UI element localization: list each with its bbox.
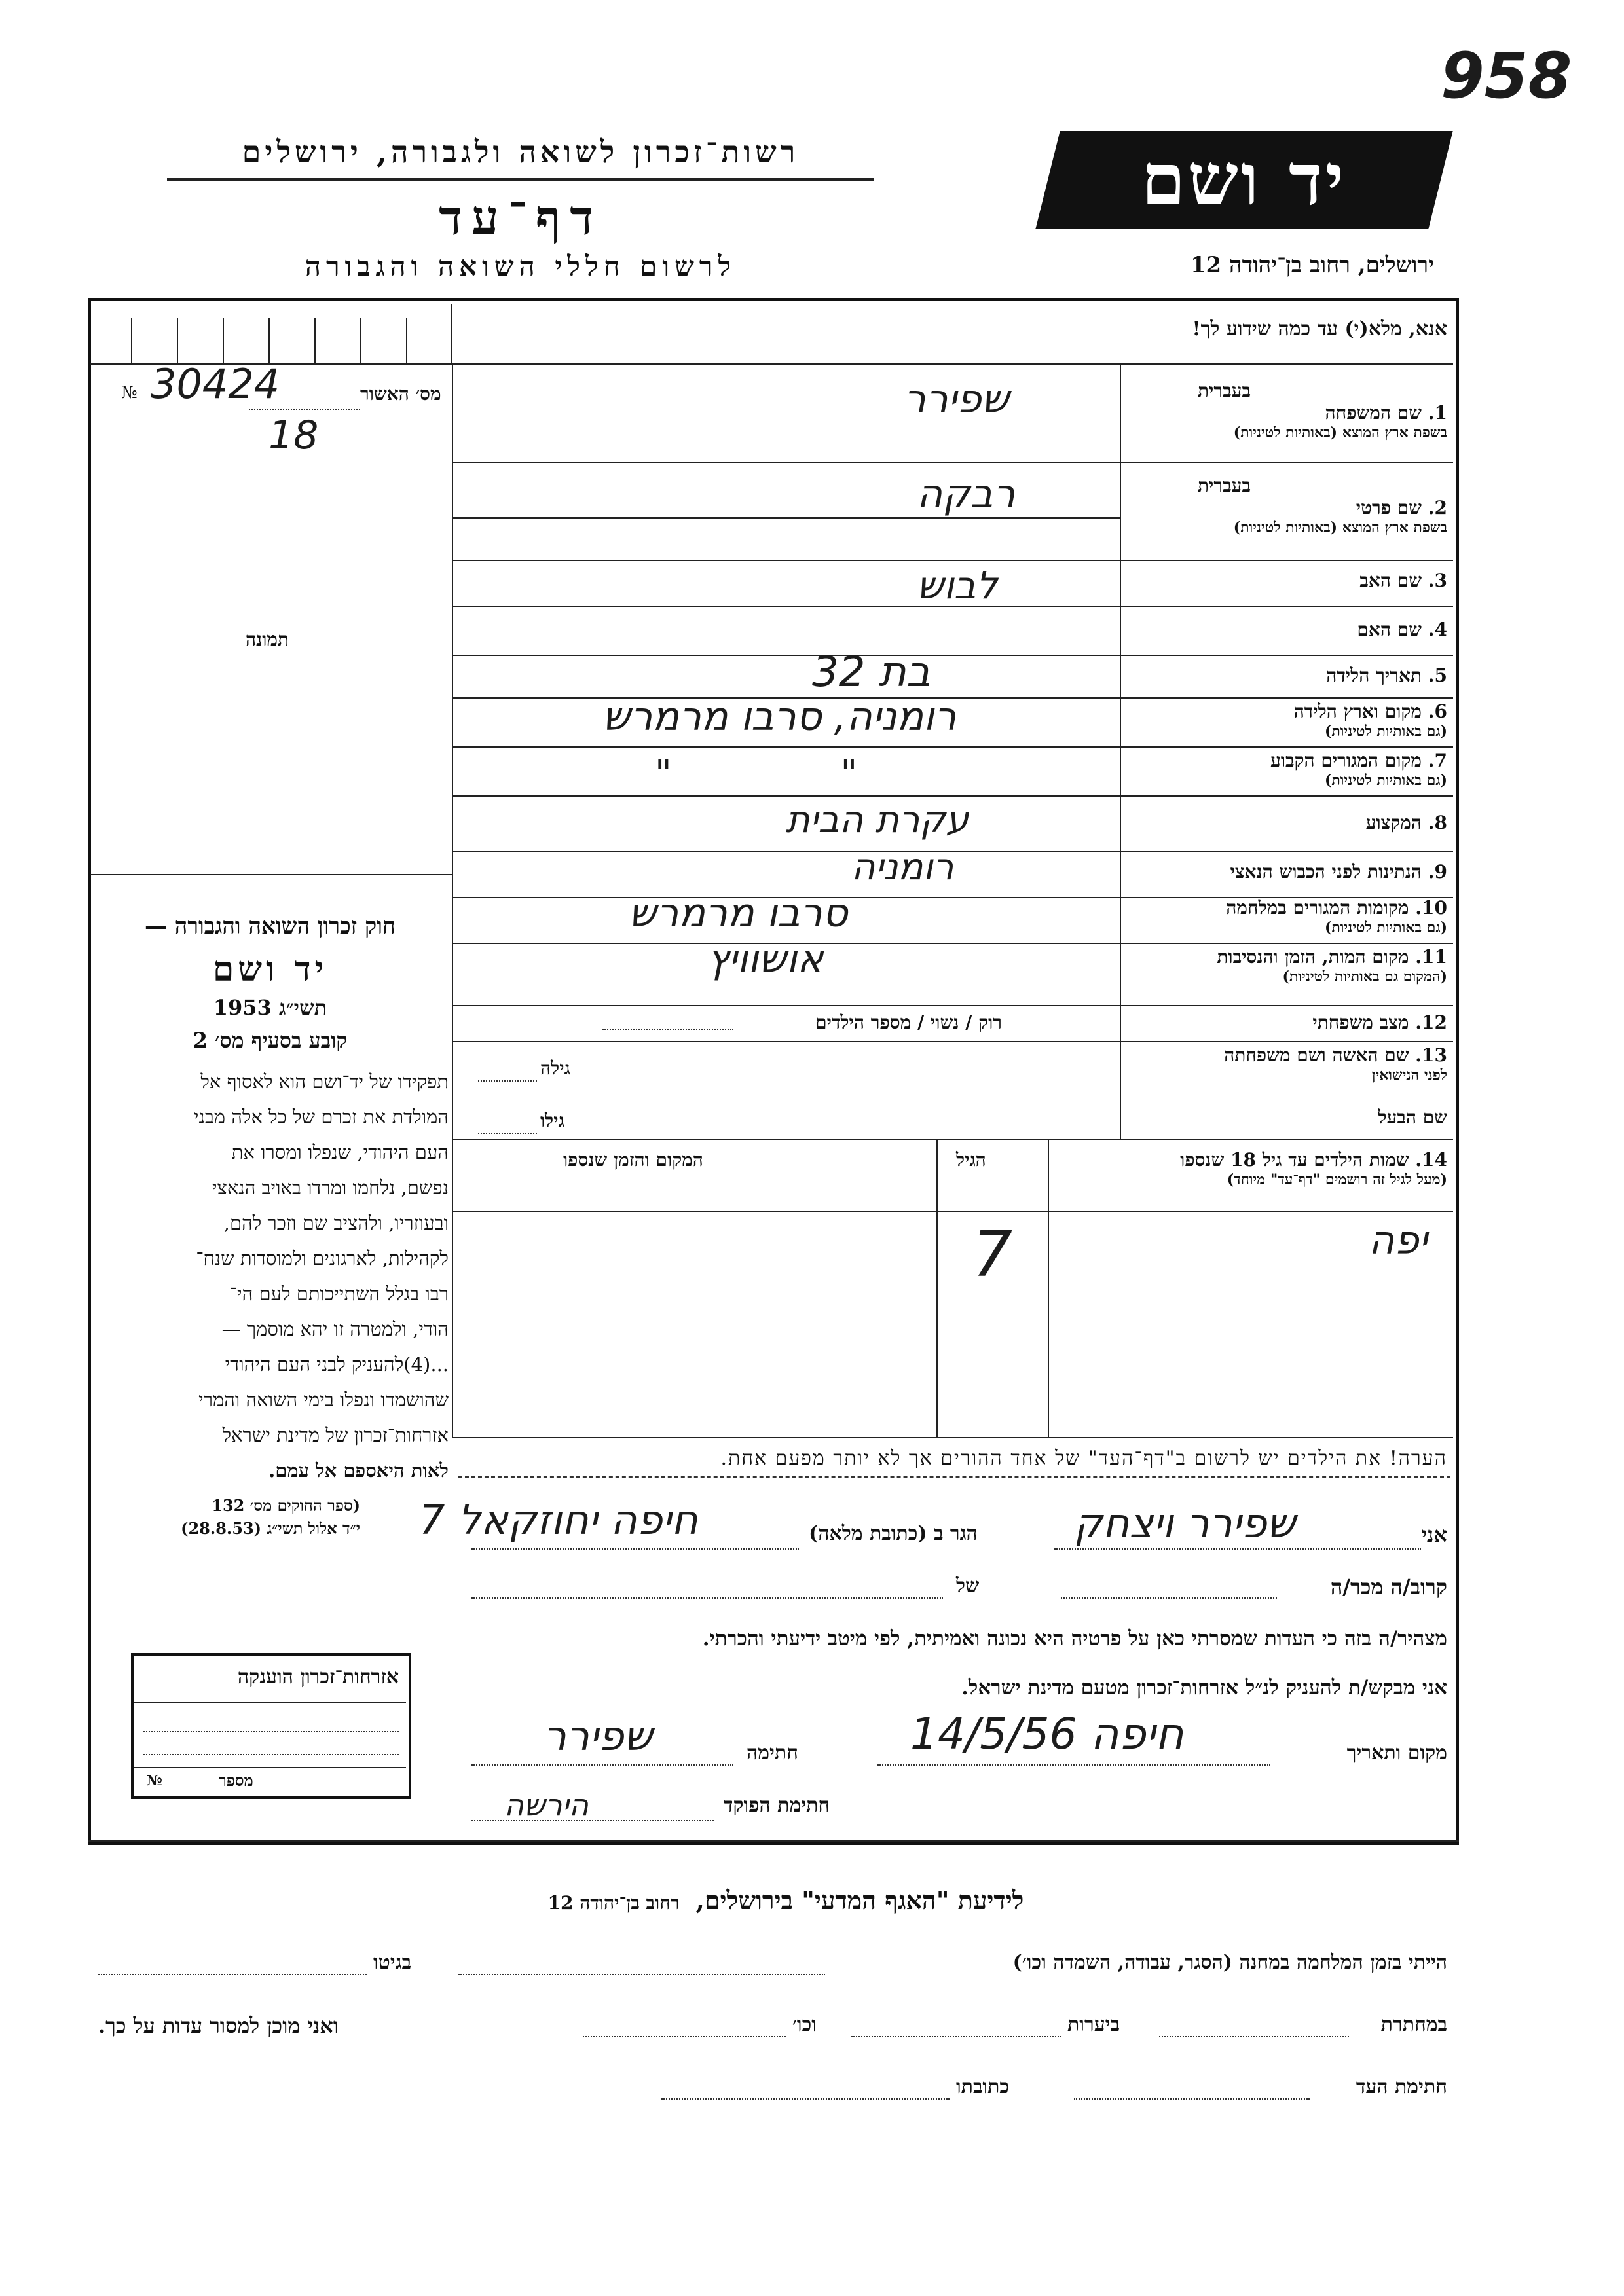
witness-name-value[interactable]: שפירר ויצחק (1074, 1499, 1296, 1547)
field-num: 11. (1415, 946, 1447, 968)
row-line (452, 655, 1453, 656)
field-num: 14. (1415, 1149, 1447, 1171)
field-sub: בשפת ארץ המוצא (באותיות לטיניות) (1233, 424, 1447, 441)
marital-status-value[interactable]: רוק / נשוי / מספר הילדים (815, 1011, 1002, 1033)
field-birthplace-label (1294, 701, 1447, 723)
footer-etc-dots (583, 2036, 786, 2037)
field-num: 7. (1428, 750, 1447, 771)
children-age-header: הגיל (956, 1149, 986, 1171)
top-strip-divider (452, 363, 1453, 365)
footer-heading (393, 1886, 1179, 1916)
archive-number: 958 (1441, 39, 1572, 113)
frame-bottom-divider (88, 1840, 1459, 1842)
field-num: 4. (1428, 619, 1447, 640)
citizenship-value[interactable]: רומניה (851, 846, 954, 888)
field-birthdate (1326, 665, 1447, 687)
row-line (452, 560, 1453, 561)
citizenship-title: אזרחות־זכרון הוענקה (237, 1666, 399, 1688)
law-line: רבו בגלל השתייכותם לעם הי־ (229, 1283, 449, 1305)
place-date-dots (877, 1764, 1270, 1766)
citizenship-box (131, 1653, 411, 1799)
approval-sub: 18 (268, 412, 319, 458)
field-husband (1378, 1106, 1447, 1129)
field-label-text: שם הבעל (1378, 1106, 1447, 1128)
signature-value[interactable]: שפירר (544, 1712, 653, 1760)
footer-address-label: כתובתו (956, 2075, 1010, 2098)
birthdate-value[interactable]: בת 32 (812, 648, 931, 697)
footer-title: לידיעת "האגף המדעי" בירושלים, (695, 1886, 1024, 1915)
law-line: תפקידו של יד־ושם הוא לאסוף אל (200, 1070, 449, 1093)
footer-etc-label: וכו׳ (792, 2013, 817, 2036)
citizenship-no-prefix: № (147, 1772, 162, 1789)
field-label-text: שם האם (1357, 619, 1422, 640)
row-line (452, 1005, 1453, 1006)
address-dots (471, 1548, 799, 1550)
yad-vashem-logo (1035, 131, 1452, 229)
place-date-label: מקום ותאריך (1346, 1741, 1447, 1764)
field-sub: בשפת ארץ המוצא (באותיות לטיניות) (1233, 519, 1447, 536)
footer-camp-dots (458, 1974, 825, 1975)
field-label-text: שם האשה ושם משפחתה (1224, 1044, 1409, 1066)
surname-value[interactable]: שפירר (904, 376, 1010, 422)
plea-text: אנא, מלא(י) עד כמה שידוע לך! (1192, 318, 1447, 340)
children-header-line (452, 1211, 1453, 1212)
husband-age-label: גילו (540, 1110, 564, 1131)
law-line: ובעוזריו, ולהציב שם וזכר להם, (223, 1212, 449, 1234)
husband-age-dots (478, 1133, 537, 1134)
footer-ghetto-dots (98, 1974, 367, 1975)
citizenship-number-label: מספר (219, 1771, 253, 1790)
declaration-i: אני (1421, 1522, 1447, 1547)
footer-forest-dots (851, 2036, 1061, 2037)
field-num: 6. (1428, 701, 1447, 722)
field-num: 8. (1428, 812, 1447, 833)
law-source-2: י״ד אלול תשי״ג (28.8.53) (181, 1519, 360, 1538)
citizenship-dots-2 (143, 1754, 399, 1755)
officer-dots (471, 1820, 714, 1821)
law-name: יד ושם (212, 949, 328, 989)
law-section: קובע בסעיף מס׳ 2 (193, 1028, 348, 1053)
law-line: הודי, ולמטרה זו יהא מוסמך — (221, 1318, 449, 1340)
field-num: 5. (1428, 665, 1447, 686)
field-wife-maiden (1224, 1044, 1447, 1084)
place-date-value[interactable]: חיפה 14/5/56 (910, 1709, 1184, 1759)
children-header (1180, 1149, 1447, 1188)
children-label (1180, 1149, 1447, 1171)
field-surname (1198, 380, 1447, 441)
field-residence-label (1270, 750, 1447, 772)
field-wartime-label (1226, 897, 1447, 919)
field-occupation (1366, 812, 1447, 834)
law-line: לקהילות, לארגונים ולמוסדות שנח־ (196, 1247, 449, 1269)
approval-number: 30424 (151, 360, 280, 408)
footer-camp-label: הייתי בזמן המלחמה במחנה (הסגר, עבודה, השמדה וכו׳) (1012, 1951, 1447, 1974)
signature-label: חתימה (747, 1741, 798, 1764)
field-label-text: תאריך הלידה (1326, 665, 1422, 686)
field-surname-label (1198, 402, 1447, 424)
photo-label: תמונה (246, 629, 289, 650)
labels-divider (1120, 363, 1121, 1139)
footer-address: רחוב בן־יהודה 12 (547, 1892, 680, 1914)
officer-value[interactable]: הירשה (504, 1787, 589, 1823)
children-sub: (מעל לגיל זה רושמים "דף־עד" מיוחד) (1227, 1171, 1447, 1188)
father-value[interactable]: לבוש (917, 563, 998, 608)
field-wartime-residence (1226, 897, 1447, 936)
field-residence (1270, 750, 1447, 789)
citizenship-line (134, 1702, 406, 1703)
occupation-value[interactable]: עקרת הבית (786, 799, 969, 841)
org-underline (167, 178, 874, 181)
law-line: אזרחות־זכרון של מדינת ישראל (222, 1424, 449, 1446)
footer-signature-dots (1074, 2098, 1310, 2100)
children-note: הערה! את הילדים יש לרשום ב"דף־העד" של אחד ההורים אך לא יותר מפעם אחת. (720, 1447, 1447, 1470)
field-first-name-label (1198, 497, 1447, 519)
law-line: המולדת את זכרם של כל אלה מבני (193, 1106, 449, 1128)
field-num: 10. (1415, 897, 1447, 919)
field-label-text: שם המשפחה (1325, 402, 1422, 424)
field-label-text: שם פרטי (1356, 497, 1422, 519)
row-line (452, 795, 1453, 797)
children-bottom (452, 1437, 1453, 1438)
marital-dots (602, 1029, 733, 1030)
row-line (452, 1041, 1453, 1042)
field-label-text: מקום המגורים הקבוע (1270, 750, 1422, 771)
org-line: רשות־זכרון לשואה ולגבורה, ירושלים (242, 134, 800, 170)
field-label-text: שם האב (1359, 570, 1422, 591)
resides-label: הגר ב (כתובת מלאה) (809, 1522, 978, 1545)
law-line: ...(4)להעניק לבני העם היהודי (225, 1353, 449, 1376)
child-name-value[interactable]: יפה (1369, 1218, 1428, 1264)
law-source-1: (ספר החוקים מס׳ 132 (212, 1496, 360, 1515)
wartime-residence-value[interactable]: סרבו מרמרש (629, 890, 848, 936)
child-age-value[interactable]: 7 (972, 1218, 1013, 1291)
children-col-1 (1048, 1139, 1049, 1437)
field-label-text: המקצוע (1365, 812, 1422, 833)
field-death (1217, 946, 1447, 985)
field-first-name (1198, 475, 1447, 536)
wife-age-label: גילה (540, 1057, 570, 1079)
field-lang: בעברית (1197, 380, 1251, 401)
law-title: חוק זכרון השואה והגבורה — (144, 913, 396, 939)
birthplace-value[interactable]: רומניה, סרבו מרמרש (602, 694, 957, 740)
wife-age-dots (478, 1080, 537, 1082)
footer-willing-label: ואני מוכן למסור עדות על כך. (98, 2013, 339, 2038)
note-underline (458, 1476, 1450, 1478)
footer-underground-dots (1159, 2036, 1349, 2037)
field-label-text: הנתינות לפני הכבוש הנאצי (1230, 861, 1422, 883)
field-citizenship (1230, 861, 1447, 883)
field-birthplace (1294, 701, 1447, 740)
relative-label: קרוב/ה מכר/ה (1330, 1575, 1447, 1599)
footer-address-dots (661, 2098, 950, 2100)
death-value[interactable]: אושוויץ (707, 936, 824, 982)
law-line: העם היהודי, שנפלו ומסרו את (231, 1141, 449, 1163)
law-year: תשי״ג 1953 (213, 995, 327, 1020)
declaration-request: אני מבקש/ת להעניק לנ״ל אזרחות־זכרון מטעם מדינת ישראל. (961, 1676, 1447, 1700)
field-num: 12. (1415, 1011, 1447, 1033)
of-label: של (956, 1575, 980, 1597)
field-label-text: מצב משפחתי (1312, 1011, 1409, 1033)
field-num: 13. (1415, 1044, 1447, 1066)
field-father (1359, 570, 1447, 592)
approval-dots (249, 409, 360, 410)
column-divider (452, 363, 453, 1437)
field-num: 9. (1428, 861, 1447, 883)
declaration-statement: מצהיר/ה בזה כי העדות שמסרתי כאן על פרטיה היא נכונה ואמיתית, לפי מיטב ידיעתי והכרתי. (702, 1627, 1447, 1650)
field-label-text: מקום המות, הזמן והנסיבות (1217, 946, 1409, 968)
law-body (92, 1064, 449, 1488)
address-value[interactable]: חיפה יחוזקאל 7 (419, 1496, 698, 1544)
form-title: דף־עד (439, 190, 602, 246)
field-num: 2. (1428, 497, 1447, 519)
field-death-label (1217, 946, 1447, 968)
field-sub: (גם באותיות לטיניות) (1324, 919, 1447, 936)
photo-box-bottom (90, 874, 452, 875)
footer-forest-label: ביערות (1067, 2013, 1120, 2036)
form-subtitle: לרשום חללי השואה והגבורה (304, 250, 737, 282)
footer-signature-label: חתימת העד (1356, 2075, 1447, 2098)
children-place-header: המקום והזמן שנספו (563, 1149, 703, 1171)
field-num: 1. (1428, 402, 1447, 424)
field-num: 3. (1428, 570, 1447, 591)
footer-ghetto-label: בגיטו (373, 1951, 412, 1974)
footer-underground-label: במחתרת (1380, 2013, 1447, 2036)
row-line (452, 943, 1453, 944)
signature-dots (471, 1764, 733, 1766)
law-line: לאות היאספם אל עמם. (268, 1459, 449, 1482)
field-sub: (המקום גם באותיות לטיניות) (1282, 968, 1447, 985)
field-lang: בעברית (1197, 475, 1251, 496)
row-line (452, 517, 1120, 519)
field-mother (1357, 619, 1447, 641)
row-line (452, 462, 1453, 463)
field-sub: (גם באותיות לטיניות) (1324, 772, 1447, 789)
residence-value[interactable]: " " (655, 753, 936, 795)
row-line (452, 746, 1453, 748)
law-line: נפשם, נלחמו ומרדו באויב הנאצי (212, 1176, 449, 1199)
witness-name-dots (1054, 1548, 1421, 1550)
field-sub: לפני הנישואין (1371, 1066, 1447, 1084)
approval-label: מס׳ האשור (360, 383, 441, 405)
of-dots (471, 1597, 943, 1599)
citizenship-line-2 (134, 1767, 406, 1768)
admin-boxes (92, 304, 452, 363)
field-label-text: מקומות המגורים במלחמה (1226, 897, 1409, 919)
children-col-2 (936, 1139, 938, 1437)
field-label-text: מקום וארץ הלידה (1293, 701, 1422, 722)
logo-text: יד ושם (1141, 138, 1347, 221)
row-line (452, 1139, 1453, 1140)
first-name-value[interactable]: רבקה (917, 471, 1016, 517)
header-address: ירושלים, רחוב בן־יהודה 12 (1190, 252, 1434, 278)
field-marital-status (1312, 1011, 1447, 1034)
officer-label: חתימת הפוקד (724, 1794, 830, 1817)
field-sub: (גם באותיות לטיניות) (1324, 723, 1447, 740)
relative-dots (1061, 1597, 1277, 1599)
law-line: שהושמדו ונפלו בימי השואה והמרי (198, 1389, 449, 1411)
citizenship-dots-1 (143, 1731, 399, 1732)
approval-no-prefix: № (121, 383, 138, 403)
children-label-text: שמות הילדים עד גיל 18 שנספו (1180, 1149, 1409, 1171)
field-wife-label (1224, 1044, 1447, 1066)
